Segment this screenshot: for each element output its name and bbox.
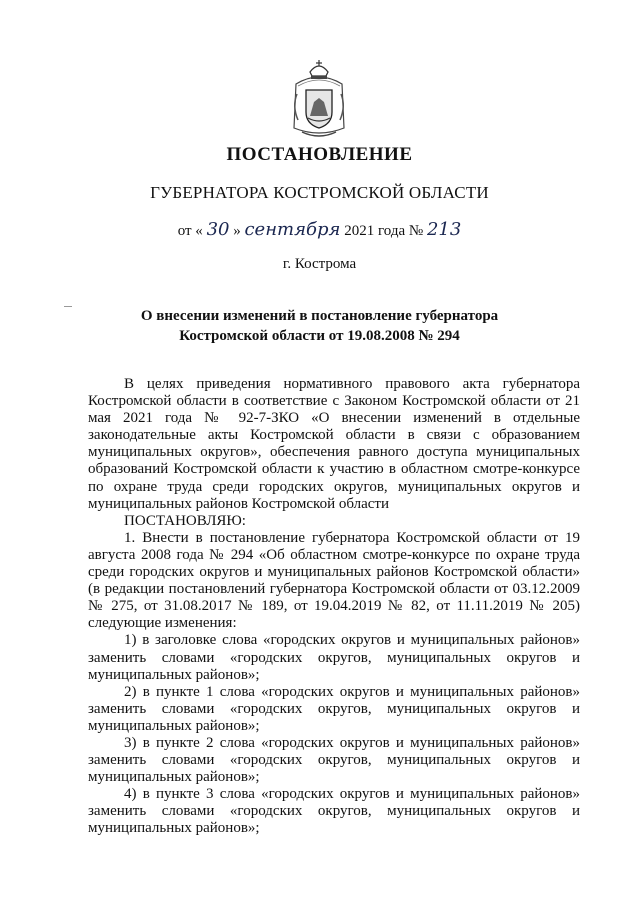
subject-line: Костромской области от 19.08.2008 № 294 [179,328,460,344]
clause-paragraph: 1. Внести в постановление губернатора Костромской области от 19 августа 2008 года № 294 «Об областном смотре-конкурсе по охране труда среди городских округов и муниципальных районов Костромской области» (в редакции постановлений губернатора Костромской области от 03.12.2009 № 275, от 31.08.2017 № 189, от 19.04.2019 № 82, от 11.11.2019 № 205) следующие изменения: [88,529,580,632]
date-line [0,219,639,240]
subclause-paragraph: 4) в пункте 3 слова «городских округов и муниципальных районов» заменить словами «городских округов, муниципальных округов и муниципальных районов»; [88,786,580,837]
date-prefix: от « [177,223,203,239]
document-title: ПОСТАНОВЛЕНИЕ [226,144,413,165]
subclause-paragraph: 3) в пункте 2 слова «городских округов и муниципальных районов» заменить словами «городских округов, муниципальных округов и муниципальных районов»; [88,734,580,786]
date-year: 2021 года № [344,223,424,239]
decree-word: ПОСТАНОВЛЯЮ: [124,512,246,529]
issuer-line: ГУБЕРНАТОРА КОСТРОМСКОЙ ОБЛАСТИ [150,183,489,202]
subclause-paragraph: 2) в пункте 1 слова «городских округов и муниципальных районов» заменить словами «городских округов, муниципальных округов и муниципальных районов»; [88,683,580,734]
document-body [88,376,580,838]
document-number: 213 [426,219,462,240]
coat-of-arms-icon [288,58,350,142]
subject-line: О внесении изменений в постановление губернатора [140,308,499,324]
city-line: г. Кострома [282,256,357,272]
subject-heading [0,306,639,346]
date-month: сентября [244,219,341,240]
date-mid: » [233,223,241,239]
subclause-paragraph: 1) в заголовке слова «городских округов и муниципальных районов» заменить словами «городских округов, муниципальных округов и муниципальных районов»; [88,632,580,683]
date-day: 30 [206,219,230,240]
preamble-paragraph: В целях приведения нормативного правового акта губернатора Костромской области в соответствие с Законом Костромской области от 21 мая 2021 года № 92-7-ЗКО «О внесении изменений в отдельные законодательные акты Костромской области в связи с образованием муниципальных округов», обеспечения равного доступа муниципальных образований Костромской области к участию в областном смотре-конкурсе по охране труда среди городских округов, муниципальных округов и муниципальных районов Костромской области [88,376,580,512]
